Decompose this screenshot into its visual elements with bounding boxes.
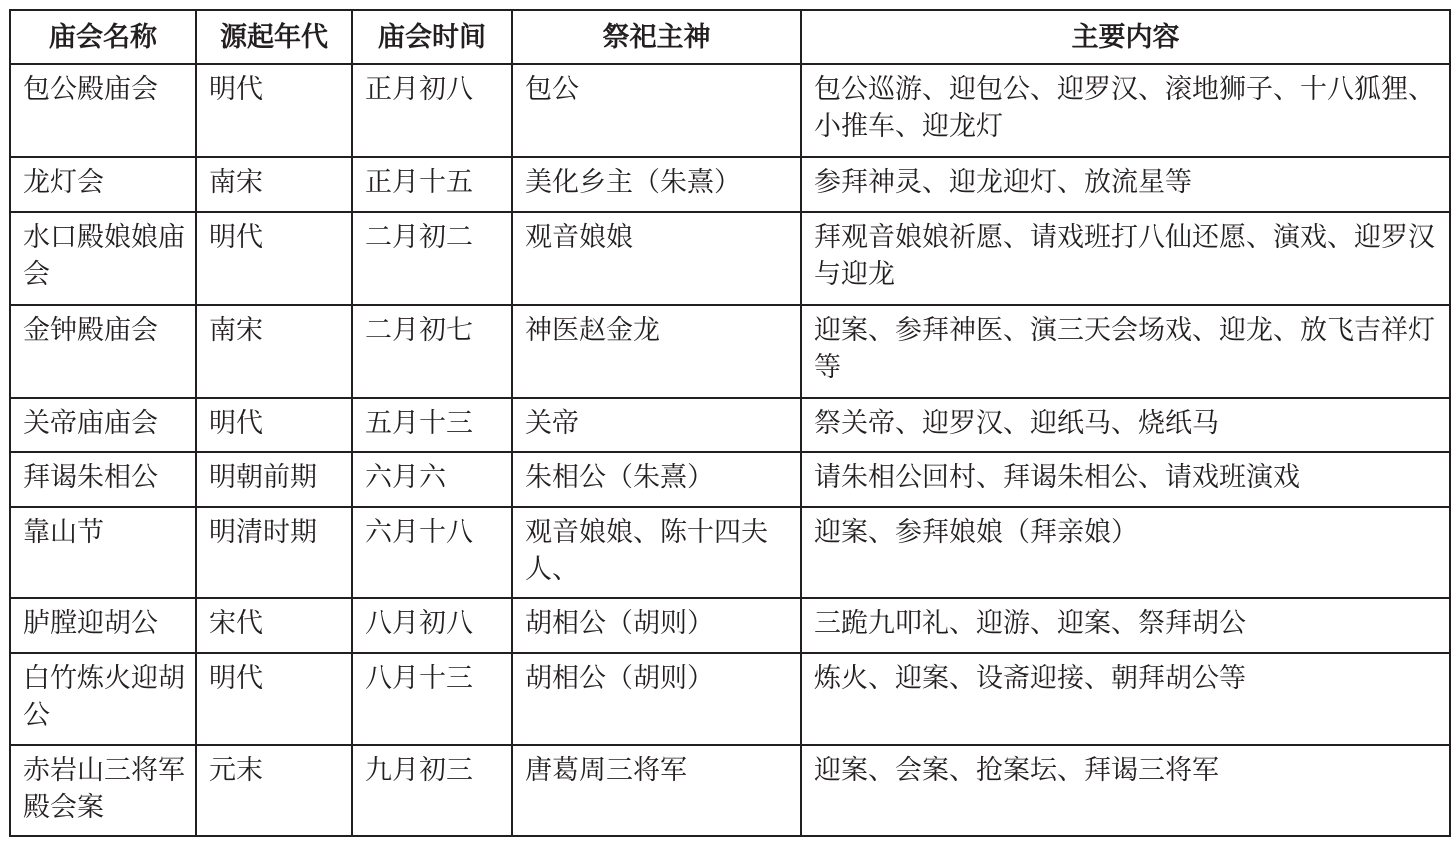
cell-origin-era: 明代 [196,64,352,157]
cell-fair-time: 八月初八 [352,598,512,653]
cell-fair-time: 八月十三 [352,653,512,745]
cell-fair-name: 包公殿庙会 [10,64,196,157]
cell-main-content: 迎案、参拜神医、演三天会场戏、迎龙、放飞吉祥灯等 [801,305,1450,398]
table-row [10,212,1450,305]
cell-fair-name: 关帝庙庙会 [10,398,196,452]
table-row [10,398,1450,452]
cell-fair-name: 胪膛迎胡公 [10,598,196,653]
cell-fair-name: 金钟殿庙会 [10,305,196,398]
cell-origin-era: 明朝前期 [196,452,352,507]
cell-deity: 胡相公（胡则） [512,598,801,653]
header-origin-era: 源起年代 [196,10,352,64]
temple-fair-table [9,9,1451,837]
cell-fair-time: 二月初二 [352,212,512,305]
cell-main-content: 三跪九叩礼、迎游、迎案、祭拜胡公 [801,598,1450,653]
cell-fair-name: 靠山节 [10,507,196,598]
cell-main-content: 迎案、会案、抢案坛、拜谒三将军 [801,745,1450,836]
cell-deity: 胡相公（胡则） [512,653,801,745]
cell-deity: 观音娘娘 [512,212,801,305]
cell-deity: 神医赵金龙 [512,305,801,398]
header-deity: 祭祀主神 [512,10,801,64]
cell-fair-name: 白竹炼火迎胡公 [10,653,196,745]
cell-deity: 唐葛周三将军 [512,745,801,836]
cell-fair-time: 六月十八 [352,507,512,598]
header-fair-name: 庙会名称 [10,10,196,64]
cell-fair-time: 正月十五 [352,157,512,212]
cell-fair-name: 水口殿娘娘庙会 [10,212,196,305]
cell-deity: 朱相公（朱熹） [512,452,801,507]
cell-main-content: 请朱相公回村、拜谒朱相公、请戏班演戏 [801,452,1450,507]
cell-main-content: 包公巡游、迎包公、迎罗汉、滚地狮子、十八狐狸、小推车、迎龙灯 [801,64,1450,157]
cell-origin-era: 南宋 [196,157,352,212]
cell-fair-time: 五月十三 [352,398,512,452]
cell-origin-era: 南宋 [196,305,352,398]
table-row [10,653,1450,745]
cell-fair-name: 拜谒朱相公 [10,452,196,507]
cell-fair-time: 六月六 [352,452,512,507]
cell-main-content: 迎案、参拜娘娘（拜亲娘） [801,507,1450,598]
cell-fair-name: 赤岩山三将军殿会案 [10,745,196,836]
cell-origin-era: 元末 [196,745,352,836]
table-row [10,452,1450,507]
cell-fair-name: 龙灯会 [10,157,196,212]
cell-main-content: 拜观音娘娘祈愿、请戏班打八仙还愿、演戏、迎罗汉与迎龙 [801,212,1450,305]
cell-origin-era: 宋代 [196,598,352,653]
cell-origin-era: 明清时期 [196,507,352,598]
table-row [10,745,1450,836]
cell-origin-era: 明代 [196,653,352,745]
header-main-content: 主要内容 [801,10,1450,64]
cell-main-content: 祭关帝、迎罗汉、迎纸马、烧纸马 [801,398,1450,452]
cell-deity: 包公 [512,64,801,157]
cell-fair-time: 正月初八 [352,64,512,157]
table-row [10,507,1450,598]
table-row [10,305,1450,398]
cell-deity: 美化乡主（朱熹） [512,157,801,212]
cell-origin-era: 明代 [196,398,352,452]
cell-deity: 观音娘娘、陈十四夫人、 [512,507,801,598]
table-header-row [10,10,1450,64]
cell-fair-time: 九月初三 [352,745,512,836]
cell-origin-era: 明代 [196,212,352,305]
cell-fair-time: 二月初七 [352,305,512,398]
header-fair-time: 庙会时间 [352,10,512,64]
cell-deity: 关帝 [512,398,801,452]
table-row [10,598,1450,653]
table-row [10,157,1450,212]
cell-main-content: 炼火、迎案、设斋迎接、朝拜胡公等 [801,653,1450,745]
cell-main-content: 参拜神灵、迎龙迎灯、放流星等 [801,157,1450,212]
table-row [10,64,1450,157]
